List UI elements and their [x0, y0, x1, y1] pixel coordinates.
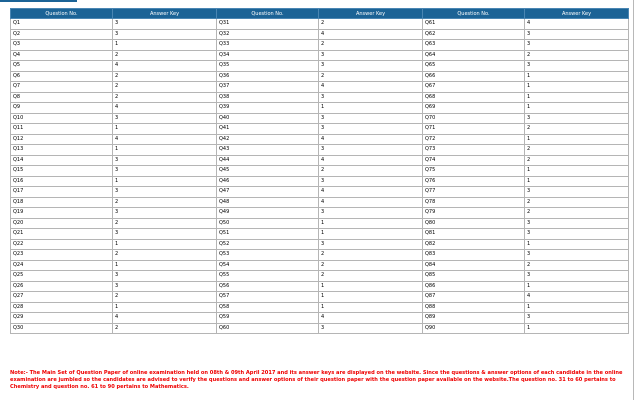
answer-key-cell: 2 — [525, 50, 629, 61]
answer-key-cell: 3 — [113, 29, 217, 40]
answer-key-cell: 3 — [319, 113, 423, 124]
question-no-cell: Q76 — [423, 176, 525, 187]
question-no-cell: Q34 — [217, 50, 319, 61]
answer-key-cell: 2 — [319, 71, 423, 82]
question-no-cell: Q13 — [11, 145, 113, 156]
answer-key-cell: 3 — [525, 313, 629, 324]
question-no-cell: Q2 — [11, 29, 113, 40]
question-no-cell: Q50 — [217, 218, 319, 229]
answer-key-cell: 3 — [113, 155, 217, 166]
question-no-cell: Q64 — [423, 50, 525, 61]
question-no-cell: Q26 — [11, 281, 113, 292]
answer-key-cell: 2 — [113, 218, 217, 229]
answer-key-cell: 1 — [525, 166, 629, 177]
answer-key-cell: 1 — [113, 176, 217, 187]
answer-key-cell: 2 — [113, 50, 217, 61]
question-no-cell: Q87 — [423, 292, 525, 303]
answer-key-cell: 2 — [525, 155, 629, 166]
table-row — [11, 271, 629, 282]
question-no-cell: Q71 — [423, 124, 525, 135]
question-no-cell: Q88 — [423, 302, 525, 313]
table-row — [11, 61, 629, 72]
question-no-cell: Q81 — [423, 229, 525, 240]
answer-key-cell: 1 — [113, 40, 217, 51]
answer-key-cell: 4 — [319, 313, 423, 324]
question-no-cell: Q14 — [11, 155, 113, 166]
answer-key-cell: 3 — [525, 250, 629, 261]
answer-key-cell: 1 — [113, 302, 217, 313]
question-no-cell: Q27 — [11, 292, 113, 303]
question-no-cell: Q63 — [423, 40, 525, 51]
note-text: Note:- The Main Set of Question Paper of online examination held on 08th & 09th April 2017 and its answer keys are displayed on the website. Since the questions & answer options of each candidate in the online examination are jumbled so the candidates are advised to verify the questions and answer options of their question paper with the question paper available on the website.The question no. 31 to 60 pertains to Chemistry and question no. 61 to 90 pertains to Mathematics. — [10, 370, 623, 390]
answer-key-cell: 2 — [113, 71, 217, 82]
answer-key-cell: 1 — [113, 145, 217, 156]
table-row — [11, 176, 629, 187]
question-no-cell: Q73 — [423, 145, 525, 156]
table-row — [11, 50, 629, 61]
table-row — [11, 124, 629, 135]
answer-key-cell: 2 — [319, 166, 423, 177]
answer-key-cell: 4 — [113, 103, 217, 114]
question-no-cell: Q5 — [11, 61, 113, 72]
question-no-cell: Q43 — [217, 145, 319, 156]
answer-key-cell: 2 — [319, 40, 423, 51]
answer-key-cell: 1 — [319, 292, 423, 303]
question-no-cell: Q44 — [217, 155, 319, 166]
question-no-cell: Q19 — [11, 208, 113, 219]
answer-key-cell: 1 — [319, 281, 423, 292]
answer-key-cell: 4 — [319, 29, 423, 40]
answer-key-cell: 4 — [319, 134, 423, 145]
answer-key-cell: 1 — [525, 302, 629, 313]
answer-key-cell: 1 — [319, 229, 423, 240]
answer-key-cell: 4 — [113, 313, 217, 324]
question-no-cell: Q89 — [423, 313, 525, 324]
question-no-cell: Q52 — [217, 239, 319, 250]
question-no-cell: Q1 — [11, 19, 113, 30]
header-question-no-2: Question No. — [217, 9, 319, 19]
question-no-cell: Q55 — [217, 271, 319, 282]
answer-key-cell: 3 — [113, 19, 217, 30]
answer-key-cell: 3 — [525, 187, 629, 198]
answer-key-cell: 3 — [113, 187, 217, 198]
answer-key-cell: 3 — [319, 124, 423, 135]
question-no-cell: Q58 — [217, 302, 319, 313]
answer-key-cell: 2 — [525, 208, 629, 219]
answer-key-cell: 3 — [113, 113, 217, 124]
table-row — [11, 29, 629, 40]
table-row — [11, 113, 629, 124]
question-no-cell: Q66 — [423, 71, 525, 82]
answer-key-cell: 2 — [319, 260, 423, 271]
question-no-cell: Q25 — [11, 271, 113, 282]
question-no-cell: Q59 — [217, 313, 319, 324]
question-no-cell: Q48 — [217, 197, 319, 208]
question-no-cell: Q40 — [217, 113, 319, 124]
answer-key-cell: 1 — [319, 103, 423, 114]
answer-key-cell: 3 — [113, 271, 217, 282]
question-no-cell: Q60 — [217, 323, 319, 334]
answer-key-cell: 3 — [319, 50, 423, 61]
answer-key-cell: 1 — [319, 218, 423, 229]
table-row — [11, 302, 629, 313]
answer-key-cell: 2 — [113, 250, 217, 261]
question-no-cell: Q68 — [423, 92, 525, 103]
answer-key-cell: 2 — [113, 323, 217, 334]
question-no-cell: Q86 — [423, 281, 525, 292]
question-no-cell: Q38 — [217, 92, 319, 103]
question-no-cell: Q67 — [423, 82, 525, 93]
question-no-cell: Q70 — [423, 113, 525, 124]
table-row — [11, 145, 629, 156]
table-row — [11, 134, 629, 145]
question-no-cell: Q10 — [11, 113, 113, 124]
answer-key-cell: 4 — [525, 292, 629, 303]
question-no-cell: Q75 — [423, 166, 525, 177]
table-row — [11, 40, 629, 51]
question-no-cell: Q8 — [11, 92, 113, 103]
answer-key-cell: 3 — [319, 323, 423, 334]
question-no-cell: Q41 — [217, 124, 319, 135]
table-row — [11, 155, 629, 166]
question-no-cell: Q6 — [11, 71, 113, 82]
question-no-cell: Q24 — [11, 260, 113, 271]
header-answer-key-2: Answer Key — [319, 9, 423, 19]
table-row — [11, 208, 629, 219]
answer-key-cell: 4 — [319, 197, 423, 208]
answer-key-cell: 3 — [319, 92, 423, 103]
answer-key-cell: 1 — [319, 302, 423, 313]
question-no-cell: Q37 — [217, 82, 319, 93]
answer-key-cell: 1 — [525, 323, 629, 334]
question-no-cell: Q7 — [11, 82, 113, 93]
answer-key-cell: 1 — [525, 71, 629, 82]
answer-key-cell: 1 — [525, 176, 629, 187]
question-no-cell: Q32 — [217, 29, 319, 40]
question-no-cell: Q15 — [11, 166, 113, 177]
answer-key-cell: 2 — [319, 271, 423, 282]
table-row — [11, 260, 629, 271]
question-no-cell: Q28 — [11, 302, 113, 313]
top-tab-line — [0, 0, 77, 2]
question-no-cell: Q77 — [423, 187, 525, 198]
table-row — [11, 229, 629, 240]
question-no-cell: Q9 — [11, 103, 113, 114]
table-row — [11, 323, 629, 334]
question-no-cell: Q46 — [217, 176, 319, 187]
question-no-cell: Q74 — [423, 155, 525, 166]
question-no-cell: Q42 — [217, 134, 319, 145]
question-no-cell: Q69 — [423, 103, 525, 114]
question-no-cell: Q56 — [217, 281, 319, 292]
answer-key-cell: 3 — [525, 229, 629, 240]
answer-key-cell: 3 — [319, 208, 423, 219]
answer-key-cell: 2 — [113, 197, 217, 208]
question-no-cell: Q36 — [217, 71, 319, 82]
answer-key-cell: 4 — [319, 155, 423, 166]
question-no-cell: Q65 — [423, 61, 525, 72]
question-no-cell: Q45 — [217, 166, 319, 177]
answer-key-cell: 3 — [525, 29, 629, 40]
answer-key-cell: 3 — [113, 166, 217, 177]
answer-key-cell: 1 — [525, 239, 629, 250]
answer-key-cell: 3 — [525, 61, 629, 72]
question-no-cell: Q39 — [217, 103, 319, 114]
question-no-cell: Q83 — [423, 250, 525, 261]
question-no-cell: Q62 — [423, 29, 525, 40]
question-no-cell: Q61 — [423, 19, 525, 30]
question-no-cell: Q29 — [11, 313, 113, 324]
question-no-cell: Q30 — [11, 323, 113, 334]
table-row — [11, 103, 629, 114]
question-no-cell: Q82 — [423, 239, 525, 250]
answer-key-cell: 3 — [525, 113, 629, 124]
header-answer-key-1: Answer Key — [113, 9, 217, 19]
question-no-cell: Q80 — [423, 218, 525, 229]
table-row — [11, 187, 629, 198]
question-no-cell: Q18 — [11, 197, 113, 208]
table-row — [11, 71, 629, 82]
answer-key-cell: 2 — [113, 82, 217, 93]
question-no-cell: Q84 — [423, 260, 525, 271]
table-row — [11, 313, 629, 324]
answer-key-cell: 3 — [319, 176, 423, 187]
question-no-cell: Q4 — [11, 50, 113, 61]
question-no-cell: Q53 — [217, 250, 319, 261]
answer-key-cell: 2 — [113, 292, 217, 303]
answer-key-cell: 1 — [525, 92, 629, 103]
question-no-cell: Q20 — [11, 218, 113, 229]
table-row — [11, 239, 629, 250]
question-no-cell: Q12 — [11, 134, 113, 145]
table-row — [11, 166, 629, 177]
answer-key-cell: 1 — [525, 103, 629, 114]
answer-key-cell: 4 — [113, 134, 217, 145]
answer-key-cell: 3 — [113, 208, 217, 219]
header-answer-key-3: Answer Key — [525, 9, 629, 19]
question-no-cell: Q16 — [11, 176, 113, 187]
question-no-cell: Q72 — [423, 134, 525, 145]
question-no-cell: Q47 — [217, 187, 319, 198]
answer-key-cell: 2 — [319, 250, 423, 261]
question-no-cell: Q85 — [423, 271, 525, 282]
table-header-row — [11, 9, 629, 19]
question-no-cell: Q54 — [217, 260, 319, 271]
table-body — [11, 19, 629, 334]
answer-key-cell: 1 — [525, 281, 629, 292]
table-row — [11, 82, 629, 93]
answer-key-cell: 1 — [113, 124, 217, 135]
question-no-cell: Q23 — [11, 250, 113, 261]
answer-key-cell: 2 — [525, 197, 629, 208]
answer-key-cell: 4 — [525, 19, 629, 30]
table-row — [11, 92, 629, 103]
answer-key-cell: 4 — [319, 82, 423, 93]
answer-key-cell: 1 — [525, 82, 629, 93]
question-no-cell: Q17 — [11, 187, 113, 198]
table-row — [11, 250, 629, 261]
answer-key-cell: 3 — [525, 40, 629, 51]
answer-key-cell: 4 — [113, 61, 217, 72]
question-no-cell: Q31 — [217, 19, 319, 30]
answer-key-cell: 2 — [113, 92, 217, 103]
answer-key-cell: 2 — [525, 124, 629, 135]
question-no-cell: Q57 — [217, 292, 319, 303]
answer-key-cell: 3 — [525, 271, 629, 282]
answer-key-cell: 3 — [525, 218, 629, 229]
answer-key-cell: 2 — [525, 260, 629, 271]
question-no-cell: Q90 — [423, 323, 525, 334]
answer-key-cell: 1 — [113, 239, 217, 250]
answer-key-cell: 2 — [319, 19, 423, 30]
answer-key-cell: 3 — [113, 229, 217, 240]
answer-key-cell: 3 — [319, 61, 423, 72]
question-no-cell: Q51 — [217, 229, 319, 240]
answer-key-cell: 3 — [319, 239, 423, 250]
question-no-cell: Q11 — [11, 124, 113, 135]
header-question-no-3: Question No. — [423, 9, 525, 19]
question-no-cell: Q33 — [217, 40, 319, 51]
table-row — [11, 292, 629, 303]
answer-key-cell: 3 — [113, 281, 217, 292]
question-no-cell: Q79 — [423, 208, 525, 219]
answer-key-cell: 1 — [113, 260, 217, 271]
answer-key-cell: 1 — [525, 134, 629, 145]
question-no-cell: Q3 — [11, 40, 113, 51]
table-row — [11, 218, 629, 229]
table-row — [11, 281, 629, 292]
answer-key-cell: 3 — [319, 145, 423, 156]
table-row — [11, 197, 629, 208]
answer-key-cell: 4 — [319, 187, 423, 198]
question-no-cell: Q22 — [11, 239, 113, 250]
question-no-cell: Q78 — [423, 197, 525, 208]
question-no-cell: Q21 — [11, 229, 113, 240]
question-no-cell: Q35 — [217, 61, 319, 72]
answer-key-cell: 2 — [525, 145, 629, 156]
answer-key-table — [10, 8, 629, 334]
header-question-no-1: Question No. — [11, 9, 113, 19]
question-no-cell: Q49 — [217, 208, 319, 219]
table-row — [11, 19, 629, 30]
